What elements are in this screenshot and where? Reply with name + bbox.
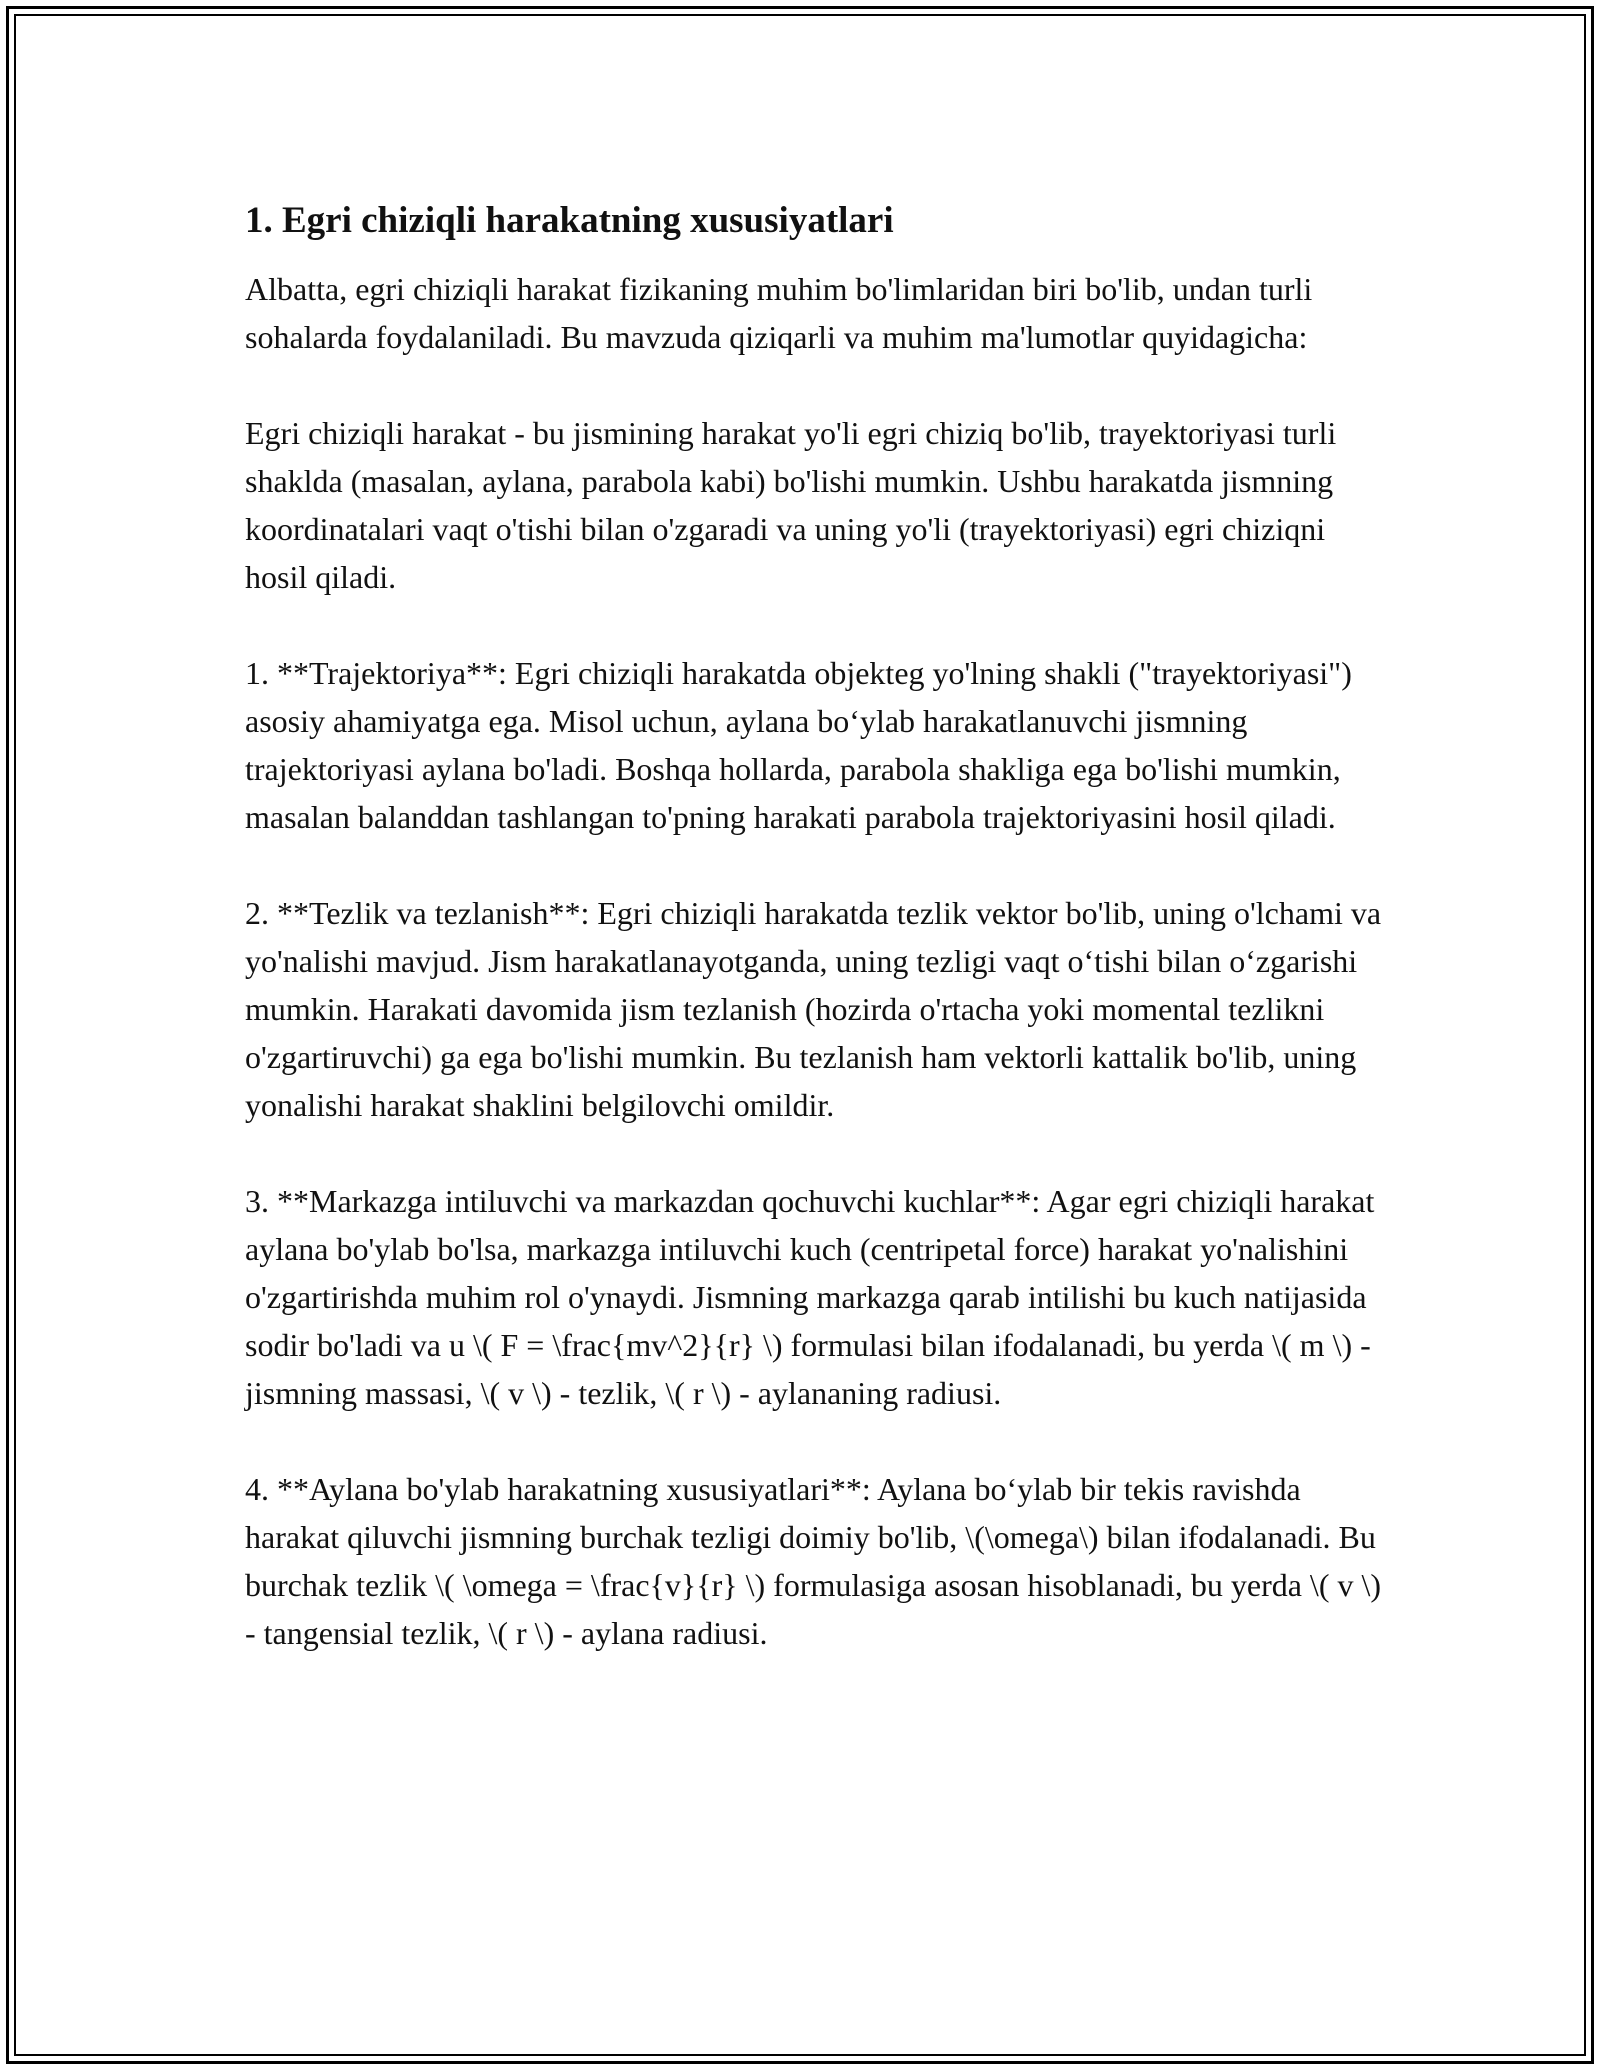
paragraph-intro: Albatta, egri chiziqli harakat fizikaning muhim bo'limlaridan biri bo'lib, undan turli sohalarda foydalaniladi. Bu mavzuda qiziqarli va muhim ma'lumotlar quyidagicha: [245,271,1313,355]
paragraph-trajectory: 1. **Trajektoriya**: Egri chiziqli harakatda objekteg yo'lning shakli ("trayektoriyasi") asosiy ahamiyatga ega. Misol uchun, aylana bo‘ylab harakatlanuvchi jismning trajektoriyasi aylana bo'ladi. Boshqa hollarda, parabola shakliga ega bo'lishi mumkin, masalan balanddan tashlangan to'pning harakati parabola trajektoriyasini hosil qiladi. [245,655,1352,835]
paragraph-definition: Egri chiziqli harakat - bu jismining harakat yo'li egri chiziq bo'lib, trayektoriyasi turli shakldа (masalan, aylana, parabola kabi) bo'lishi mumkin. Ushbu harakatda jismning koordinatalari vaqt o'tishi bilan o'zgaradi va uning yo'li (trayektoriyasi) egri chiziqni hosil qiladi. [245,415,1337,595]
paragraph-velocity: 2. **Tezlik va tezlanish**: Egri chiziqli harakatda tezlik vektor bo'lib, uning o'lchami va yo'nalishi mavjud. Jism harakatlanayotganda, uning tezligi vaqt o‘tishi bilan o‘zgarishi mumkin. Harakati davomida jism tezlanish (hozirda o'rtacha yoki momental tezlikni o'zgartiruvchi) ga ega bo'lishi mumkin. Bu tezlanish ham vektorli kattalik bo'lib, uning yonalishi harakat shaklini belgilovchi omildir. [245,895,1382,1123]
document-title: 1. Egri chiziqli harakatning xususiyatlari [245,200,894,241]
document-page [6,6,1594,2064]
paragraph-centripetal: 3. **Markazga intiluvchi va markazdan qochuvchi kuchlar**: Agar egri chiziqli harakat aylana bo'ylab bo'lsa, markazga intiluvchi kuch (centripetal force) harakat yo'nalishini o'zgartirishda muhim rol o'ynaydi. Jismning markazga qarab intilishi bu kuch natijasida sodir bo'ladi va u \( F = \frac{mv^2}{r} \) formulasi bilan ifodalanadi, bu yerda \( m \) - jismning massasi, \( v \) - tezlik, \( r \) - aylananing radiusi. [245,1183,1375,1411]
paragraph-circular-motion: 4. **Aylana bo'ylab harakatning xususiyatlari**: Aylana bo‘ylab bir tekis ravishda harakat qiluvchi jismning burchak tezligi doimiy bo'lib, \(\omega\) bilan ifodalanadi. Bu burchak tezlik \( \omega = \frac{v}{r} \) formulasiga asosan hisoblanadi, bu yerda \( v \) - tangensial tezlik, \( r \) - aylana radiusi. [245,1471,1382,1651]
document-content [245,197,1385,1705]
